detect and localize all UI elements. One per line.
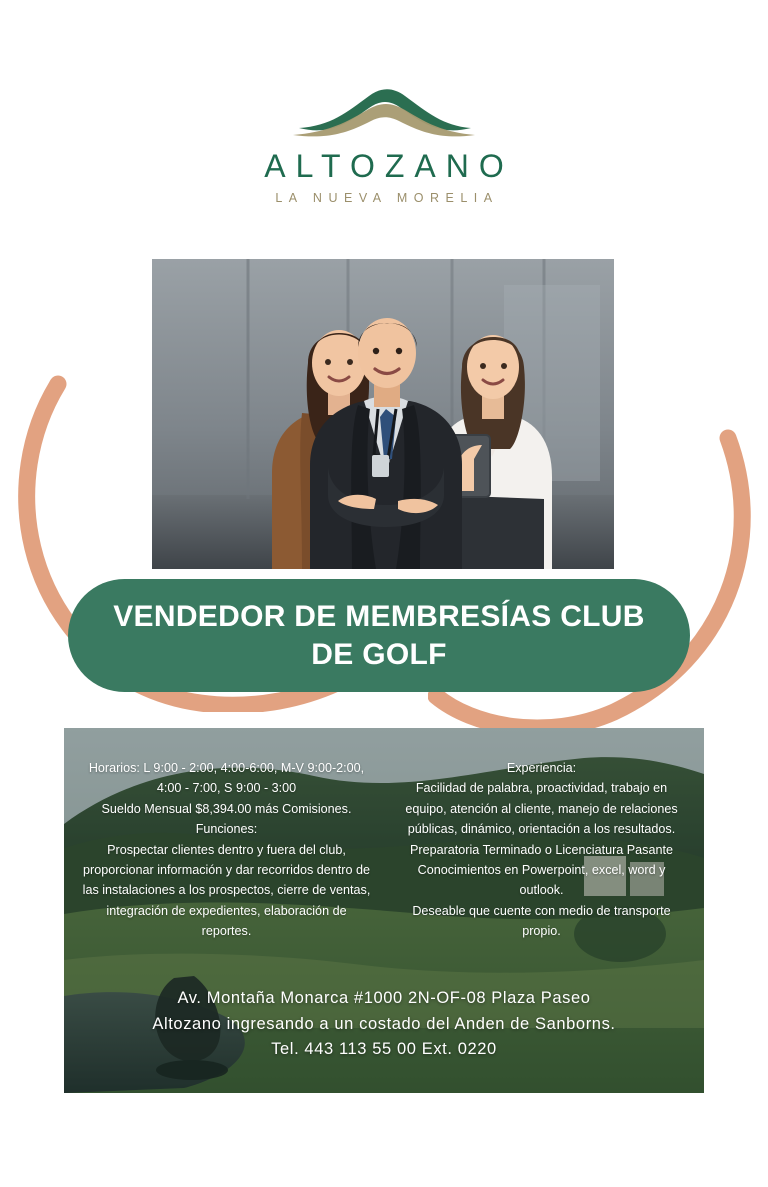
brand-name: ALTOZANO xyxy=(264,148,514,184)
address-line-1: Av. Montaña Monarca #1000 2N-OF-08 Plaza Paseo xyxy=(177,989,591,1008)
schedule-text: Horarios: L 9:00 - 2:00, 4:00-6:00, M-V 9:00-2:00, 4:00 - 7:00, S 9:00 - 3:00 xyxy=(88,761,365,796)
contact-block xyxy=(82,986,686,1081)
right-details-column xyxy=(397,758,686,942)
team-photo xyxy=(152,259,614,569)
phone-number: Tel. 443 113 55 00 Ext. 0220 xyxy=(271,1040,497,1059)
left-details-column xyxy=(82,758,371,942)
job-title: VENDEDOR DE MEMBRESÍAS CLUB DE GOLF xyxy=(113,600,645,671)
skills-text: Facilidad de palabra, proactividad, trabajo en equipo, atención al cliente, manejo de relaciones públicas, dinámico, orientación a los resultados. xyxy=(405,781,678,837)
salary-text: Sueldo Mensual $8,394.00 más Comisiones. xyxy=(101,801,352,816)
address-line-2: Altozano ingresando a un costado del Anden de Sanborns. xyxy=(152,1014,616,1033)
panel-content xyxy=(64,728,704,1093)
software-text: Conocimientos en Powerpoint, excel, word y outlook. xyxy=(417,862,666,898)
brand-logo xyxy=(0,78,768,205)
functions-heading: Funciones: xyxy=(195,822,258,837)
functions-text: Prospectar clientes dentro y fuera del club, proporcionar información y dar recorridos dentro de las instalaciones a los prospectos, cierre de ventas, integración de expedientes, elaboración de reportes. xyxy=(82,842,371,939)
details-panel xyxy=(64,728,704,1093)
transport-text: Deseable que cuente con medio de transporte propio. xyxy=(412,903,671,939)
experience-heading: Experiencia: xyxy=(506,761,577,775)
mountain-logo-icon xyxy=(289,78,479,140)
education-text: Preparatoria Terminado o Licenciatura Pasante xyxy=(410,842,673,857)
details-columns xyxy=(82,758,686,942)
team-photo-illustration xyxy=(152,259,614,569)
brand-tagline: LA NUEVA MORELIA xyxy=(275,191,499,205)
job-title-banner xyxy=(68,579,690,692)
